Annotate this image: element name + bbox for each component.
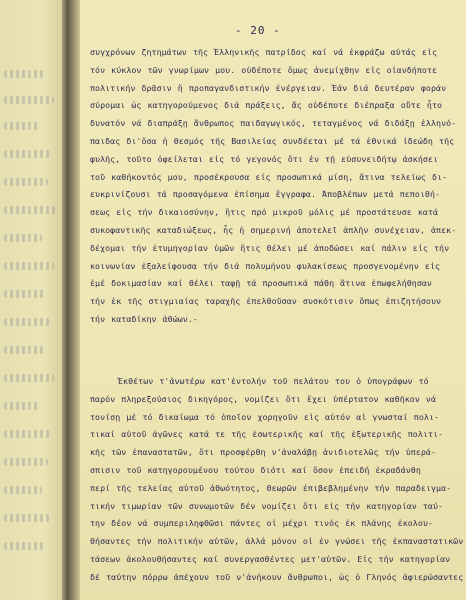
text-line: τήν ἐκ τῆς στιγμιαίας ταραχῆς ἐπελθοῦσαν συσκότισιν ὅπως ἐπιζητήσουν — [90, 296, 442, 307]
text-line: φυλῆς, τοῦτο ὀφείλεται εἰς τό γεγονός ὅτι ἐν τῇ εὐσυνειδήτῳ ἀσκήσει — [90, 153, 439, 164]
show-through-text-line — [4, 486, 42, 494]
text-line: τοῦ καθήκοντός μου, προσέκρουσα εἰς προσωπικά μίση, ἅτινα τελείως δι- — [90, 171, 448, 182]
text-line: κῆς τῶν ἐπαναστατῶν, ὅτι προσφέρθη ν'ἀναλάβῃ ἀνιδιοτελῶς τήν ὑπερά- — [90, 447, 437, 458]
paragraph-2 — [90, 373, 464, 587]
text-line: θήσαντες τήν πολιτικήν αὐτῶν, ἀλλά μόνον οἱ ἐν γνώσει τῆς ἐκπαναστατικῶν — [90, 536, 464, 547]
show-through-text-line — [4, 290, 46, 298]
text-line: συγχρόνων ζητημάτων τῆς Ἑλληνικῆς πατρίδος καί νά ἐκφράζω αὐτάς εἰς — [90, 47, 438, 57]
show-through-text-line — [4, 542, 44, 550]
show-through-text-line — [4, 514, 50, 522]
show-through-text-line — [4, 458, 48, 466]
text-line: ἐμέ δοκιμασίαν καί θέλει ταφῇ τά προσωπικά πάθη ἅτινα ἐπωφελήθησαν — [90, 278, 432, 289]
document-page — [80, 0, 466, 600]
text-line: τονίσῃ μέ τό δικαίωμα τό ὁποῖον χορηγοῦν εἰς αὐτόν αἱ γνωσταί πολι- — [90, 411, 440, 422]
show-through-text-line — [4, 122, 40, 130]
text-line: σπισιν τοῦ κατηγορουμένου τούτου διότι καί ὅσον ἐπειδή ἐκραδάνθη — [90, 464, 421, 475]
text-line: κοινωνίαν ἐξαλείφουσα τήν διά πολυμήνου φυλακίσεως προσγενομένην εἰς — [90, 260, 441, 271]
page-number: - 20 - — [235, 24, 281, 37]
text-line: παιδας δι'ὅσα ἡ θεσμός τῆς Βασιλείας συνδέεται μέ τά ἐθνικά ἰδεώδη τῆς — [90, 135, 455, 146]
text-line: σεως εἰς τήν δικαιοσύνην, ἥτις πρό μικροῦ μόλις μέ προστάτευσε κατά — [90, 207, 439, 218]
show-through-text-line — [4, 318, 50, 326]
text-line: πολιτικήν δρᾶσιν ἤ προπαγανδιστικήν ἐνέργειαν. Ἐάν διά δευτέραν φοράν — [90, 82, 447, 93]
text-line: τικαί αὐτοῦ ἀγῶνες κατά τε τῆς ἐσωτερικῆς καί τῆς ἐξωτερικῆς πολιτι- — [90, 429, 444, 440]
text-line: την δέον νά συμπεριληφθῶσι πάντες οἱ μέχρι τινός ἐκ πλάνης ἐκολου- — [90, 518, 433, 529]
show-through-text-line — [4, 402, 40, 410]
text-line: παρόν πληρεξούσιος δικηγόρος, νομίζει ὅτι ἔχει ὑπέρτατον καθῆκον νά — [90, 393, 437, 404]
show-through-text-line — [4, 150, 52, 158]
text-line: Ἐκθέτων τ'ἀνωτέρω κατ'ἐντολήν τοῦ πελάτου του ὁ ὑπογράφων τό — [118, 376, 429, 386]
facing-page — [0, 0, 62, 600]
show-through-text-line — [4, 178, 48, 186]
paragraph-1 — [90, 44, 460, 329]
text-line: δέχομαι τήν ἐτυμηγορίαν ὑμῶν ἥτις θέλει μέ ἀποδώσει καί πάλιν εἰς τήν — [90, 242, 450, 253]
show-through-text-line — [4, 262, 54, 270]
text-line: τήν καταδίκην ἀθώων.- — [90, 313, 198, 324]
show-through-text-line — [4, 346, 44, 354]
text-line: δυνατόν νά διαπράξῃ ἄνθρωπος παιδαγωγικός, τεταγμένος νά διδάξῃ ἑλληνό- — [90, 118, 457, 129]
text-line: ευκρινίζουσι τά προσαγόμενα ἐπίσημα ἔγγραφα. Ἀποβλέπων μετά πεποιθή- — [90, 189, 441, 200]
text-line: περί τῆς τελείας αὐτοῦ ἀθωότητος, θεωρῶν ἐπιβεβλημένην τήν παραδειγμα- — [90, 482, 452, 493]
show-through-text-line — [4, 430, 52, 438]
text-line: τάσεων ἀκολουθήσαντες καί συνεργασθέντες μετ'αὐτῶν. Εἰς τήν κατηγορίαν — [90, 553, 451, 564]
text-line: συκοφαντικῆς καταδιώξεως, ἧς ἡ σημερινή ἀποτελεῖ ἁπλῆν συνέχειαν, ἀπεκ- — [90, 224, 457, 235]
show-through-text-line — [4, 374, 54, 382]
text-line: τόν κύκλον τῶν γνωρίμων μου. οὐδέποτε ὅμως ἀνεμίχθην εἰς οἱανδήποτε — [90, 64, 438, 75]
show-through-text-line — [4, 96, 54, 104]
page-gutter — [62, 0, 80, 600]
show-through-text-line — [4, 206, 56, 214]
show-through-text-line — [4, 234, 42, 242]
text-line: τικήν τιμωρίαν τῶν συνωμοτῶν δέν νομίζει ὅτι εἰς τήν κατηγορίαν ταύ- — [90, 500, 444, 511]
text-line: δέ ταύτην πόρρω ἀπέχουν τοῦ ν'ἀνήκουν ἄνθρωποι, ὡς ὁ Γληνός ἀφιερώσαντες — [90, 571, 464, 582]
show-through-text-line — [4, 70, 44, 78]
text-line: σύρομαι ὡς κατηγορούμενος διά πράξεις, ἅς οὐδέποτε διέπραξα οὔτε ἦτο — [90, 100, 443, 111]
